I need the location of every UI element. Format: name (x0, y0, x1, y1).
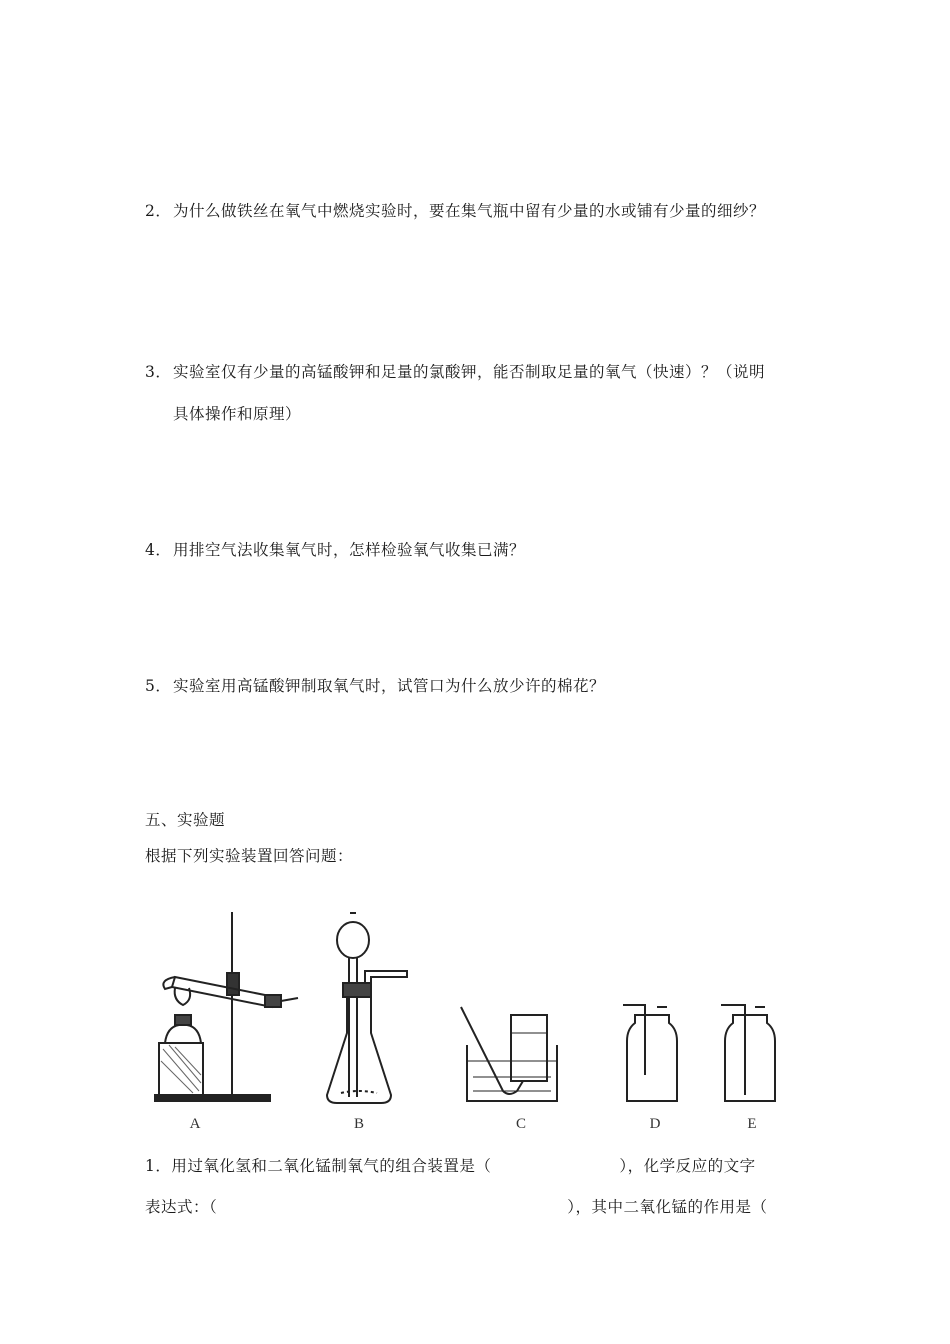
question-text: 具体操作和原理） (173, 405, 302, 423)
apparatus-d-drawing (623, 1005, 677, 1101)
question-number: 1． (145, 1157, 172, 1175)
label-a: A (189, 1116, 201, 1132)
question-5 (145, 676, 605, 696)
question-text: 为什么做铁丝在氧气中燃烧实验时，要在集气瓶中留有少量的水或铺有少量的细纱？ (173, 202, 766, 220)
question-text-part1: 用过氧化氢和二氧化锰制氧气的组合装置是（ (171, 1157, 492, 1175)
apparatus-e-drawing (721, 1005, 775, 1101)
question-4 (145, 540, 525, 560)
apparatus-a-drawing (155, 912, 298, 1101)
question-number: 2． (145, 202, 172, 220)
label-d: D (649, 1116, 661, 1132)
apparatus-drawing (145, 905, 815, 1140)
section-title: 五、实验题 (145, 811, 226, 829)
question-number: 5． (145, 677, 172, 695)
apparatus-figure (145, 905, 815, 1140)
question-3-continuation (173, 404, 301, 424)
label-b: B (353, 1116, 365, 1132)
question-number: 4． (145, 541, 172, 559)
label-e: E (747, 1116, 757, 1132)
apparatus-c-drawing (461, 1007, 557, 1101)
question-text: 实验室仅有少量的高锰酸钾和足量的氯酸钾，能否制取足量的氧气（快速）？（说明 (173, 363, 766, 381)
question-text-part2: ），化学反应的文字 (619, 1157, 756, 1175)
question-text-line2a: 表达式：（ (145, 1198, 218, 1216)
experiment-question-1-line2 (145, 1197, 768, 1217)
apparatus-b-drawing (327, 913, 407, 1103)
question-3 (145, 362, 765, 382)
label-c: C (515, 1116, 527, 1132)
question-number: 3． (145, 363, 172, 381)
question-text-line2b: ），其中二氧化锰的作用是（ (567, 1198, 768, 1216)
experiment-question-1 (145, 1156, 756, 1176)
question-2 (145, 201, 765, 221)
question-text: 实验室用高锰酸钾制取氧气时，试管口为什么放少许的棉花？ (173, 677, 606, 695)
question-text: 用排空气法收集氧气时，怎样检验氧气收集已满？ (173, 541, 526, 559)
section-intro: 根据下列实验装置回答问题： (145, 847, 354, 865)
